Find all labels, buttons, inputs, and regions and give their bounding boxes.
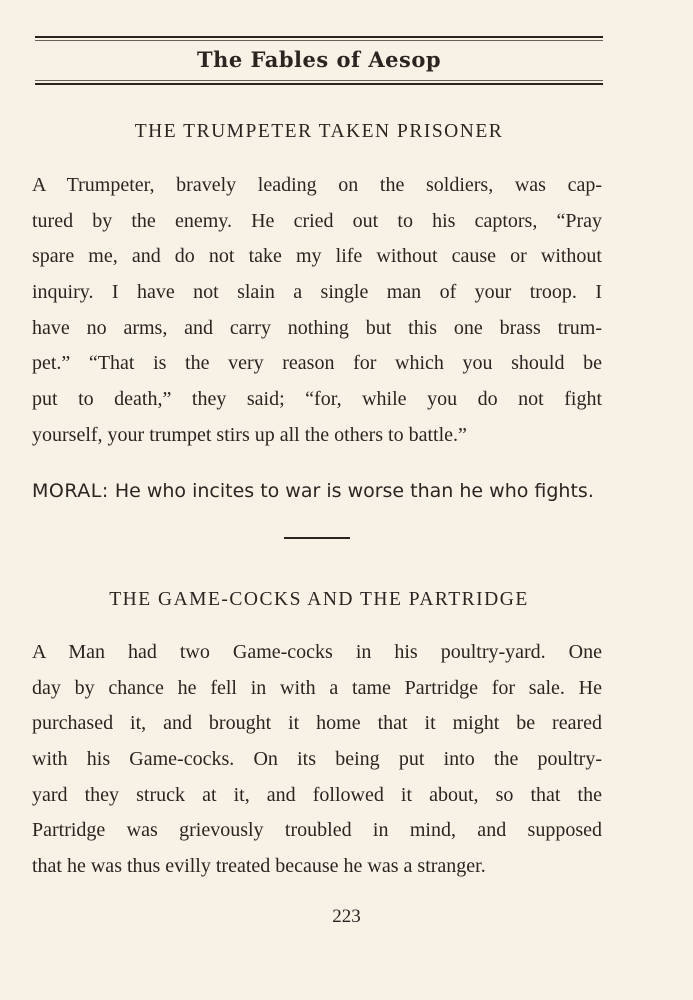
text-line: A Man had two Game-cocks in his poultry-yard. One bbox=[32, 641, 602, 663]
fable-title-trumpeter: THE TRUMPETER TAKEN PRISONER bbox=[134, 121, 504, 142]
text-line: day by chance he fell in with a tame Partridge for sale. He bbox=[32, 676, 602, 699]
text-line: put to death,” they said; “for, while you do not fight bbox=[32, 388, 602, 411]
text-line: spare me, and do not take my life without cause or without bbox=[32, 245, 602, 268]
moral-label: MORAL: bbox=[32, 480, 109, 502]
text-line: yourself, your trumpet stirs up all the others to battle.” bbox=[32, 423, 467, 446]
text-line: pet.” “That is the very reason for which you should be bbox=[32, 352, 602, 375]
text-line: Partridge was grievously troubled in mind, and supposed bbox=[32, 819, 602, 842]
fable-body-trumpeter bbox=[32, 168, 602, 454]
text-line: yard they struck at it, and followed it about, so that the bbox=[32, 783, 602, 806]
moral-text: He who incites to war is worse than he who fights. bbox=[114, 480, 594, 502]
running-head-title: The Fables of Aesop bbox=[196, 47, 442, 72]
page-number: 223 bbox=[332, 906, 361, 927]
text-line: tured by the enemy. He cried out to his captors, “Pray bbox=[32, 209, 602, 232]
text-line: have no arms, and carry nothing but this one brass trum- bbox=[32, 316, 602, 339]
text-line: that he was thus evilly treated because he was a stranger. bbox=[32, 855, 486, 878]
text-line: A Trumpeter, bravely leading on the soldiers, was cap- bbox=[32, 174, 602, 196]
header-rule-bottom bbox=[35, 83, 603, 85]
header-rule-top-thin bbox=[35, 40, 603, 41]
moral bbox=[32, 474, 607, 508]
text-line: with his Game-cocks. On its being put into the poultry- bbox=[32, 748, 602, 771]
fable-title-game-cocks: THE GAME-COCKS AND THE PARTRIDGE bbox=[109, 589, 529, 610]
fable-separator bbox=[284, 537, 350, 539]
text-line: inquiry. I have not slain a single man of your troop. I bbox=[32, 281, 602, 304]
header-rule-bottom-thin bbox=[35, 80, 603, 81]
text-line: purchased it, and brought it home that it might be reared bbox=[32, 712, 602, 735]
header-rule-top bbox=[35, 36, 603, 38]
fable-body-game-cocks bbox=[32, 635, 602, 885]
